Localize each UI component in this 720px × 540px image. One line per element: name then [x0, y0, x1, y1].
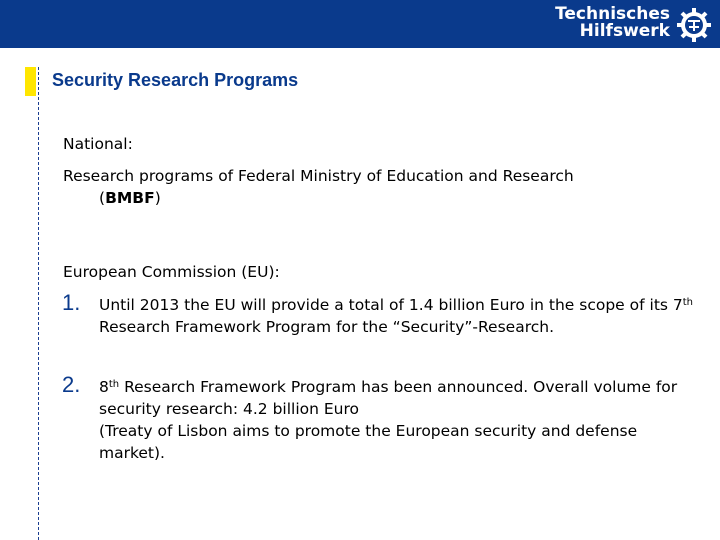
list-item-2-text-b: Research Framework Program has been announced. Overall volume for security research: 4.2 billion Euro	[99, 378, 678, 418]
list-item-2-text-c: (Treaty of Lisbon aims to promote the European security and defense market).	[99, 422, 638, 462]
national-text: Research programs of Federal Ministry of Education and Research	[63, 167, 574, 185]
paren-close: )	[154, 189, 161, 207]
list-item-2	[99, 376, 699, 464]
slide-title: Security Research Programs	[52, 70, 299, 90]
dashed-divider-line	[38, 67, 39, 540]
thw-logo-text	[470, 6, 670, 40]
list-item-1-text-a: Until 2013 the EU will provide a total of 1.4 billion Euro in the scope of its 7	[99, 296, 683, 314]
paren-open: (	[99, 189, 106, 207]
national-acronym-line	[63, 187, 683, 209]
national-description	[63, 165, 683, 209]
list-item-2-sup: th	[108, 379, 120, 390]
list-item-number-2: 2.	[62, 372, 81, 397]
logo-line-2: Hilfswerk	[579, 21, 670, 41]
header-bar	[0, 0, 720, 48]
title-accent-bar	[25, 67, 36, 96]
list-item-number-1: 1.	[62, 290, 81, 315]
eu-label: European Commission (EU):	[63, 263, 280, 281]
thw-gear-emblem-icon	[676, 7, 712, 43]
national-label: National:	[63, 135, 133, 153]
list-item-2-text-a: 8	[99, 378, 109, 396]
list-item-1-text-b: Research Framework Program for the “Security”-Research.	[99, 318, 555, 336]
list-item-1	[99, 294, 699, 338]
logo-line-1: Technisches	[555, 4, 670, 24]
list-item-1-sup: th	[682, 297, 694, 308]
bmbf-acronym: BMBF	[105, 189, 155, 207]
